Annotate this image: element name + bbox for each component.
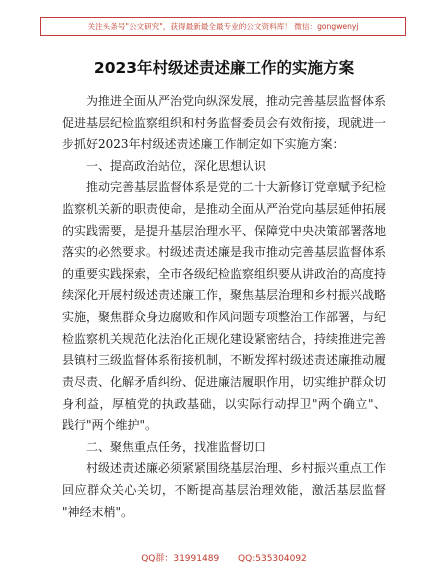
body-line: 促进基层纪检监察组织和村务监督委员会有效衔接，现就进一: [62, 115, 386, 130]
body-line: 一、提高政治站位，深化思想认识: [86, 158, 267, 173]
body-line: 为推进全面从严治党向纵深发展，推动完善基层监督体系: [86, 94, 386, 108]
document-title: 2023年村级述责述廉工作的实施方案: [93, 59, 355, 77]
document-body: [62, 91, 386, 523]
body-line: 续深化开展村级述责述廉工作，聚焦基层治理和乡村振兴战略: [62, 288, 386, 303]
body-line: 回应群众关心关切，不断提高基层治理效能，激活基层监督: [62, 482, 386, 497]
body-line: 推动完善基层监督体系是党的二十大新修订党章赋予纪检: [86, 180, 386, 195]
body-line: 二、聚焦重点任务，找准监督切口: [86, 439, 267, 454]
body-line: 村级述责述廉必须紧紧围绕基层治理、乡村振兴重点工作: [86, 461, 386, 476]
body-line: 责尽责、化解矛盾纠纷、促进廉洁履职作用，切实维护群众切: [62, 374, 386, 389]
body-line: 监察机关新的职责使命，是推动全面从严治党向基层延伸拓展: [62, 202, 386, 217]
body-line: 县镇村三级监督体系衔接机制，不断发挥村级述责述廉推动履: [62, 353, 386, 368]
body-line: 身利益，厚植党的执政基础，以实际行动捍卫"两个确立"、: [62, 396, 386, 411]
body-line: 实施，聚焦群众身边腐败和作风问题专项整治工作部署，与纪: [62, 310, 386, 325]
footer-qq-group: QQ群：31991489: [141, 554, 220, 564]
footer: [0, 551, 448, 564]
body-line: 落实的必然要求。村级述责述廉是我市推动完善基层监督体系: [62, 245, 386, 260]
body-line: 践行"两个维护"。: [62, 418, 158, 433]
body-line: 检监察机关规范化法治化正规化建设紧密结合，持续推进完善: [62, 331, 386, 346]
body-line: 步抓好2023年村级述责述廉工作制定如下实施方案：: [62, 137, 345, 152]
body-line: 的实践需要，是提升基层治理水平、保障党中央决策部署落地: [62, 223, 386, 238]
footer-qq: QQ:535304092: [238, 554, 307, 564]
header-banner: 关注头条号"公文研究"，获得最新最全最专业的公文资料库！ 微信：gongwenyj: [40, 17, 406, 36]
body-line: 的重要实践探索，全市各级纪检监察组织要从讲政治的高度持: [62, 266, 386, 281]
body-line: "神经末梢"。: [62, 504, 134, 519]
